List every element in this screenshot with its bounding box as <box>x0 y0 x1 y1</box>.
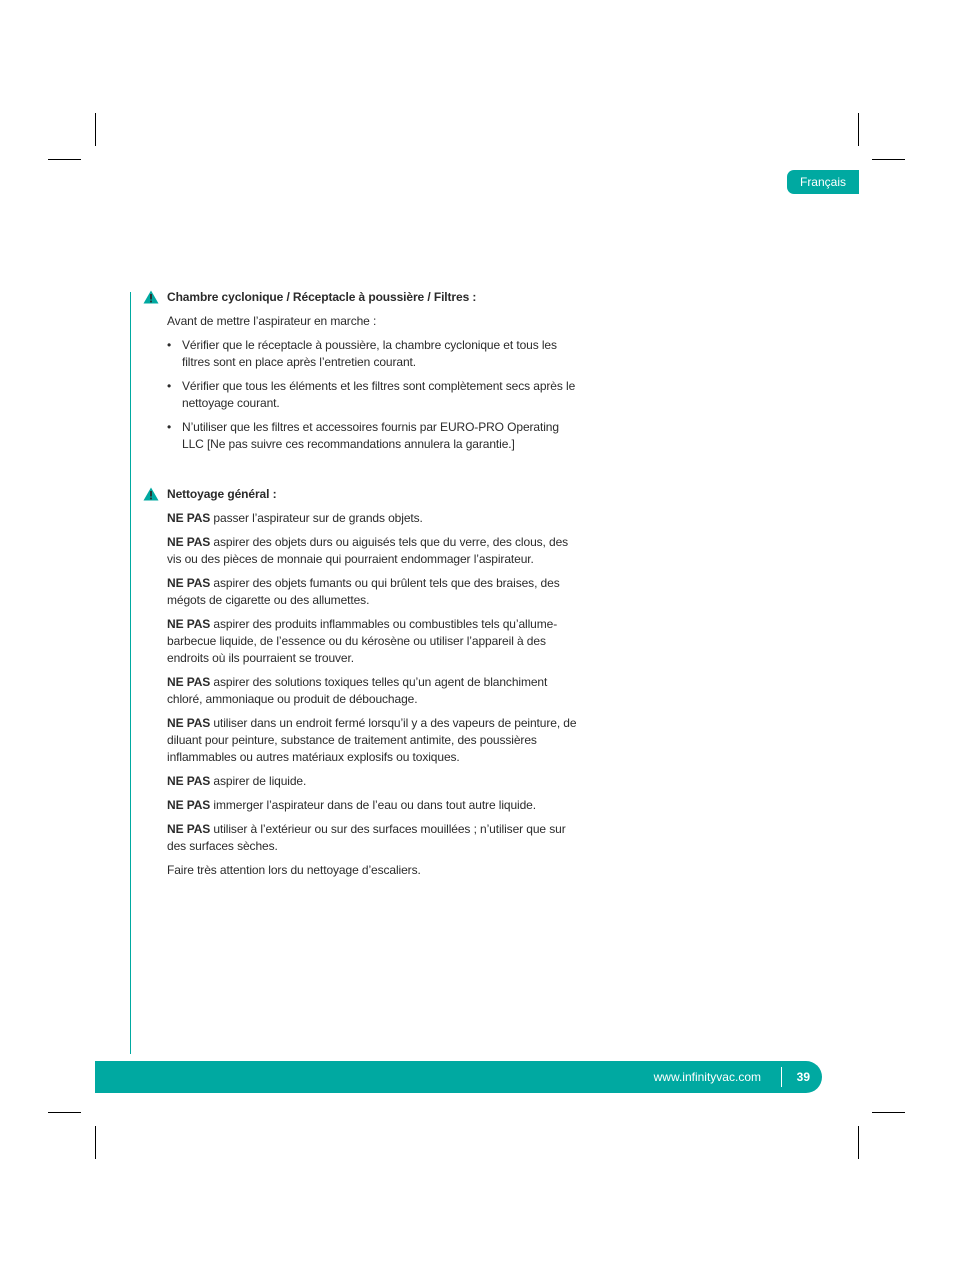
rule-text: aspirer de liquide. <box>210 774 307 788</box>
list-item <box>167 337 579 371</box>
bullet-icon: • <box>167 338 172 352</box>
page-number: 39 <box>796 1070 810 1084</box>
crop-mark <box>95 1126 96 1159</box>
rule-prefix: NE PAS <box>167 798 211 812</box>
rule-prefix: NE PAS <box>167 576 211 590</box>
intro-text: Avant de mettre l’aspirateur en marche : <box>167 314 377 328</box>
warning-rule <box>167 616 579 667</box>
crop-mark <box>858 113 859 146</box>
rule-prefix: NE PAS <box>167 716 211 730</box>
bullet-icon: • <box>167 420 172 434</box>
section-title <box>167 289 579 306</box>
section-title <box>167 486 579 503</box>
crop-mark <box>48 1112 81 1113</box>
crop-mark <box>858 1126 859 1159</box>
warning-rule <box>167 773 579 790</box>
rule-prefix: NE PAS <box>167 511 211 525</box>
rule-text: utiliser dans un endroit fermé lorsqu’il y a des vapeurs de peinture, de diluant pour peinture, substance de traitement antimite, des poussières inflammables ou autres matériaux explosifs ou toxiques. <box>167 716 577 764</box>
language-tab: Français <box>787 170 859 194</box>
rule-text: aspirer des objets fumants ou qui brûlent tels que des braises, des mégots de cigarette ou des allumettes. <box>167 576 560 607</box>
rule-prefix: NE PAS <box>167 535 211 549</box>
bullet-icon: • <box>167 379 172 393</box>
warning-rule <box>167 674 579 708</box>
rule-prefix: NE PAS <box>167 822 211 836</box>
warning-triangle-icon <box>143 487 159 501</box>
section-cyclone-filters <box>167 289 579 453</box>
warning-rule <box>167 534 579 568</box>
rule-prefix: NE PAS <box>167 774 211 788</box>
rule-text: immerger l’aspirateur dans de l’eau ou dans tout autre liquide. <box>210 798 536 812</box>
page-content <box>167 289 579 879</box>
rule-text: aspirer des objets durs ou aiguisés tels que du verre, des clous, des vis ou des pièces de monnaie qui pourraient endommager l’aspirateur. <box>167 535 569 566</box>
rule-text: passer l’aspirateur sur de grands objets. <box>210 511 423 525</box>
rule-prefix: NE PAS <box>167 617 211 631</box>
section-divider <box>130 292 131 1054</box>
crop-mark <box>48 159 81 160</box>
section-general-cleaning <box>167 486 579 879</box>
list-item-text: N’utiliser que les filtres et accessoires fournis par EURO-PRO Operating LLC [Ne pas suivre ces recommandations annulera la garantie.] <box>182 420 559 451</box>
rule-text: utiliser à l’extérieur ou sur des surfaces mouillées ; n’utiliser que sur des surfaces sèches. <box>167 822 566 853</box>
warning-rule <box>167 715 579 766</box>
footer-separator <box>781 1067 782 1087</box>
warning-triangle-icon <box>143 290 159 304</box>
footer-bar <box>95 1061 822 1093</box>
rule-text: aspirer des produits inflammables ou combustibles tels qu’allume-barbecue liquide, de l’essence ou du kérosène ou utiliser l’appareil à des endroits où ils pourraient se trouver. <box>167 617 558 665</box>
footer-url[interactable]: www.infinityvac.com <box>653 1070 761 1084</box>
warning-rule <box>167 575 579 609</box>
warning-rule <box>167 821 579 855</box>
crop-mark <box>872 159 905 160</box>
bullet-list <box>167 337 579 453</box>
section-title-text: Chambre cyclonique / Réceptacle à poussière / Filtres : <box>167 290 477 304</box>
crop-mark <box>872 1112 905 1113</box>
section-title-text: Nettoyage général : <box>167 487 277 501</box>
warning-rule <box>167 797 579 814</box>
closing-note: Faire très attention lors du nettoyage d’escaliers. <box>167 863 421 877</box>
list-item <box>167 378 579 412</box>
rule-prefix: NE PAS <box>167 675 211 689</box>
list-item-text: Vérifier que tous les éléments et les filtres sont complètement secs après le nettoyage courant. <box>182 379 576 410</box>
list-item-text: Vérifier que le réceptacle à poussière, la chambre cyclonique et tous les filtres sont en place après l’entretien courant. <box>182 338 557 369</box>
warning-rule <box>167 510 579 527</box>
list-item <box>167 419 579 453</box>
crop-mark <box>95 113 96 146</box>
rule-text: aspirer des solutions toxiques telles qu’un agent de blanchiment chloré, ammoniaque ou produit de débouchage. <box>167 675 548 706</box>
